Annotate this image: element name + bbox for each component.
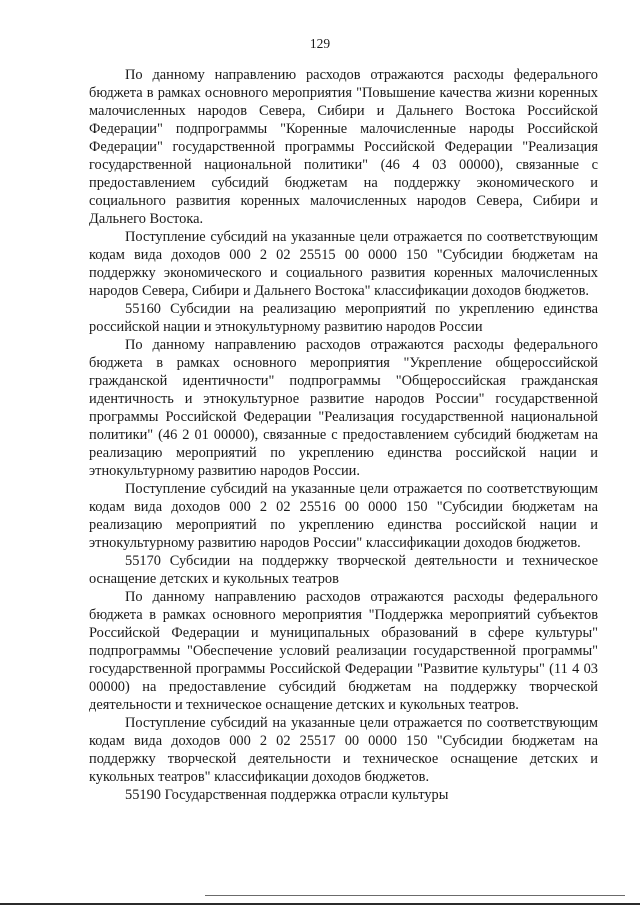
paragraph-3: По данному направлению расходов отражаются расходы федерального бюджета в рамках основного мероприятия "Укрепление общероссийской гражданской идентичности" подпрограммы "Общероссийская гражданская идентичность и этнокультурное развитие народов России" государственной программы Российской Федерации "Реализация государственной национальной политики" (46 2 01 00000), связанные с предоставлением субсидий бюджетам на реализацию мероприятий по укреплению единства российской нации и этнокультурному развитию народов России. [89,337,598,479]
section-heading-55190: 55190 Государственная поддержка отрасли культуры [125,787,449,803]
bottom-divider [205,895,625,896]
paragraph-5: По данному направлению расходов отражаются расходы федерального бюджета в рамках основного мероприятия "Поддержка мероприятий субъектов Российской Федерации и муниципальных образований в сфере культуры" подпрограммы "Обеспечение условий реализации государственной программы" государственной программы Российской Федерации "Развитие культуры" (11 4 03 00000) на предоставление субсидий бюджетам на поддержку творческой деятельности и техническое оснащение детских и кукольных театров. [89,589,598,713]
document-body [89,66,598,804]
page-number: 129 [309,36,331,51]
section-heading-55170: 55170 Субсидии на поддержку творческой деятельности и техническое оснащение детских и кукольных театров [89,553,598,587]
paragraph-1: По данному направлению расходов отражаются расходы федерального бюджета в рамках основного мероприятия "Повышение качества жизни коренных малочисленных народов Севера, Сибири и Дальнего Востока Российской Федерации" подпрограммы "Коренные малочисленные народы Российской Федерации" государственной программы Российской Федерации "Реализация государственной национальной политики" (46 4 03 00000), связанные с предоставлением субсидий бюджетам на поддержку экономического и социального развития коренных малочисленных народов Севера, Сибири и Дальнего Востока. [89,67,598,227]
section-heading-55160: 55160 Субсидии на реализацию мероприятий по укреплению единства российской нации и этнокультурному развитию народов России [89,301,598,335]
paragraph-6: Поступление субсидий на указанные цели отражается по соответствующим кодам вида доходов 000 2 02 25517 00 0000 150 "Субсидии бюджетам на поддержку творческой деятельности и техническое оснащение детских и кукольных театров" классификации доходов бюджетов. [89,715,598,785]
paragraph-2: Поступление субсидий на указанные цели отражается по соответствующим кодам вида доходов 000 2 02 25515 00 0000 150 "Субсидии бюджетам на поддержку экономического и социального развития коренных малочисленных народов Севера, Сибири и Дальнего Востока" классификации доходов бюджетов. [89,229,598,299]
paragraph-4: Поступление субсидий на указанные цели отражается по соответствующим кодам вида доходов 000 2 02 25516 00 0000 150 "Субсидии бюджетам на реализацию мероприятий по укреплению единства российской нации и этнокультурному развитию народов России" классификации доходов бюджетов. [89,481,598,551]
